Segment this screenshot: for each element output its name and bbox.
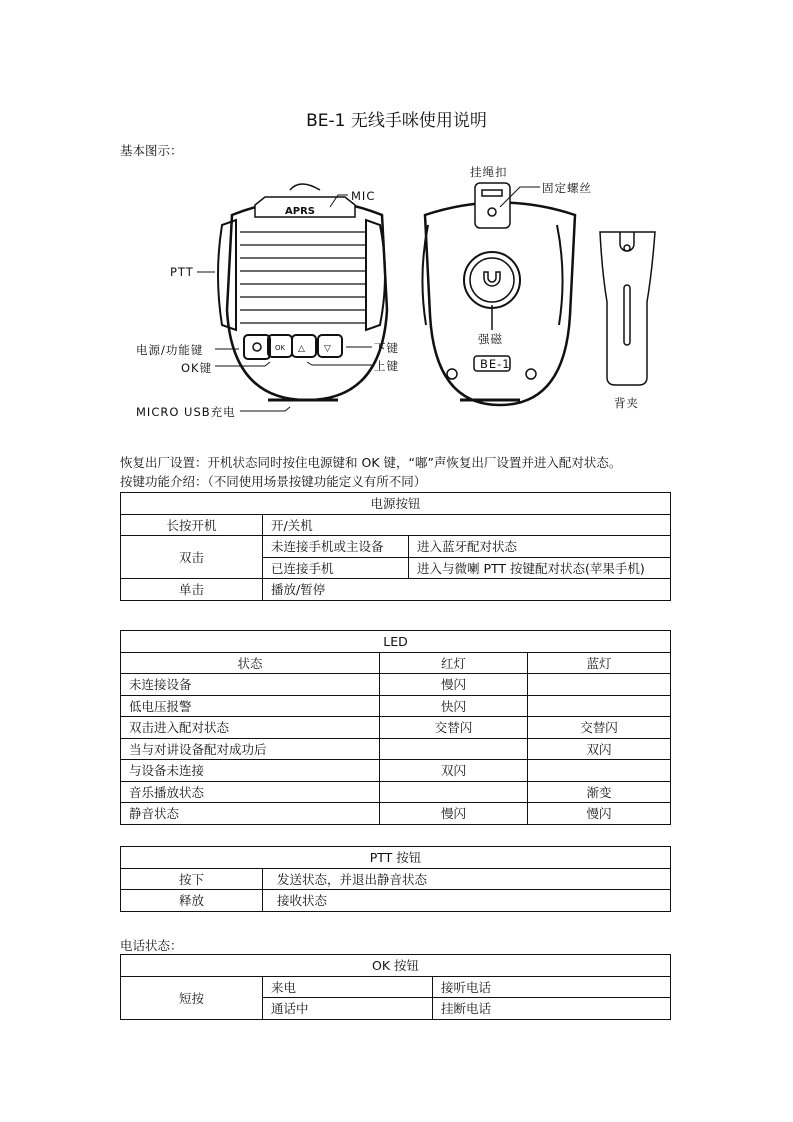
label-ok-key: OK键	[181, 361, 213, 375]
brand-logo: APRS	[285, 206, 315, 217]
phone-status-label: 电话状态：	[120, 938, 183, 953]
front-view	[218, 184, 387, 400]
label-model: BE-1	[480, 357, 511, 371]
label-lanyard: 挂绳扣	[470, 165, 508, 179]
label-screw: 固定螺丝	[542, 181, 592, 195]
table-header: 电源按钮	[121, 493, 671, 515]
svg-text:▽: ▽	[324, 344, 331, 354]
page-title: BE-1 无线手咪使用说明	[306, 111, 487, 131]
table-row: 低电压报警 快闪	[121, 695, 671, 717]
table-row: 长按开机 开/关机	[121, 514, 671, 536]
label-clip: 背夹	[614, 396, 639, 410]
label-power-key: 电源/功能键	[136, 343, 204, 357]
svg-text:△: △	[298, 344, 305, 354]
ok-button-table	[120, 954, 671, 1020]
label-mic: MIC	[351, 189, 376, 203]
label-up-key: 上键	[374, 359, 399, 373]
keys-intro: 按键功能介绍：（不同使用场景按键功能定义有所不同）	[120, 474, 427, 489]
table-row: 当与对讲设备配对成功后 双闪	[121, 738, 671, 760]
table-row: 已连接手机 进入与微喇 PTT 按键配对状态(苹果手机)	[121, 557, 671, 579]
label-down-key: 下键	[374, 341, 399, 355]
led-table	[120, 630, 671, 825]
table-row: 短按 来电 接听电话	[121, 976, 671, 998]
label-magnet: 强磁	[478, 332, 503, 346]
back-clip	[600, 232, 655, 385]
table-row: 单击 播放/暂停	[121, 579, 671, 601]
table-column-headers: 状态 红灯 蓝灯	[121, 652, 671, 674]
table-row: 静音状态 慢闪 慢闪	[121, 803, 671, 825]
back-view	[422, 183, 575, 405]
label-usb: MICRO USB充电	[136, 405, 236, 419]
table-row: 双击进入配对状态 交替闪 交替闪	[121, 717, 671, 739]
table-row: 与设备未连接 双闪	[121, 760, 671, 782]
svg-text:OK: OK	[275, 344, 286, 352]
table-row: 通话中 挂断电话	[121, 998, 671, 1020]
reset-text: 恢复出厂设置：开机状态同时按住电源键和 OK 键，“嘟”声恢复出厂设置并进入配对状态。	[120, 455, 622, 470]
section-basic: 基本图示：	[120, 143, 183, 158]
table-row: 释放 接收状态	[121, 890, 671, 912]
table-row: 未连接设备 慢闪	[121, 674, 671, 696]
table-row: 按下 发送状态，并退出静音状态	[121, 868, 671, 890]
table-header: OK 按钮	[121, 955, 671, 977]
ptt-button-table	[120, 846, 671, 912]
label-ptt: PTT	[170, 265, 194, 279]
table-row: 双击 未连接手机或主设备 进入蓝牙配对状态	[121, 536, 671, 558]
table-header: PTT 按钮	[121, 847, 671, 869]
power-button-table	[120, 492, 671, 601]
table-row: 音乐播放状态 渐变	[121, 781, 671, 803]
table-header: LED	[121, 631, 671, 653]
